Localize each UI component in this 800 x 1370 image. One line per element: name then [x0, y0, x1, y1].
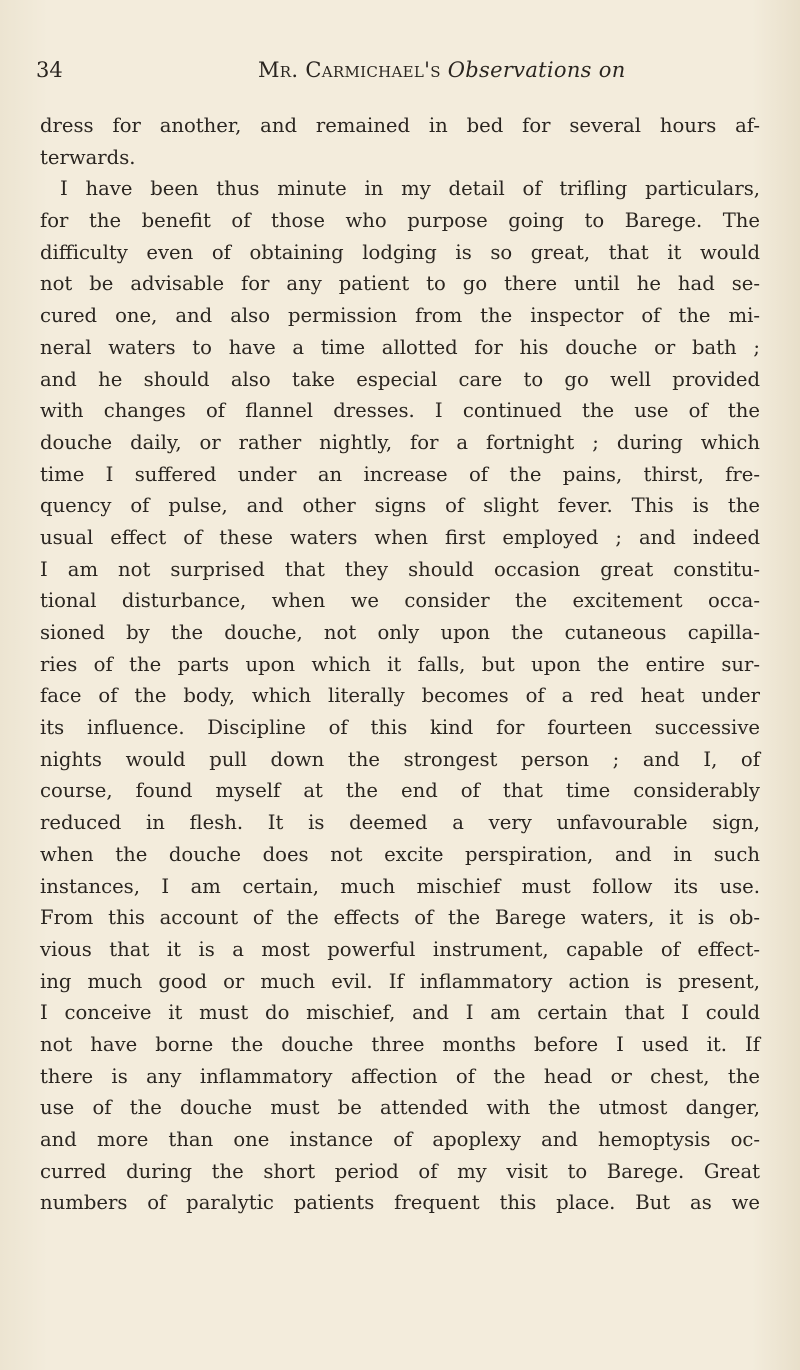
text-line: course, found myself at the end of that time considerably	[40, 779, 760, 803]
text-line: terwards.	[40, 145, 136, 169]
text-line: when the douche does not excite perspiration, and in such	[40, 842, 760, 866]
running-title-author: Mr. Carmichael's	[258, 58, 441, 82]
text-line: and he should also take especial care to go well provided	[40, 367, 760, 391]
text-line: for the benefit of those who purpose going to Barege. The	[40, 209, 760, 233]
running-title	[258, 58, 626, 82]
text-line: vious that it is a most powerful instrument, capable of effect-	[40, 937, 760, 961]
text-line: time I suffered under an increase of the pains, thirst, fre-	[40, 462, 760, 486]
text-line: face of the body, which literally becomes of a red heat under	[40, 684, 760, 708]
text-line: ing much good or much evil. If inflammatory action is present,	[40, 969, 760, 993]
text-line: nights would pull down the strongest person ; and I, of	[40, 747, 760, 771]
text-line: there is any inflammatory affection of the head or chest, the	[40, 1064, 760, 1088]
text-line: use of the douche must be attended with the utmost danger,	[40, 1096, 760, 1120]
text-line: neral waters to have a time allotted for his douche or bath ;	[40, 335, 760, 359]
text-line: usual effect of these waters when first employed ; and indeed	[40, 525, 760, 549]
text-line: I have been thus minute in my detail of trifling particulars,	[60, 177, 760, 201]
page-number: 34	[36, 58, 63, 82]
text-line: and more than one instance of apoplexy and hemoptysis oc-	[40, 1128, 760, 1151]
text-line: ries of the parts upon which it falls, but upon the entire sur-	[40, 652, 760, 676]
text-line: I am not surprised that they should occasion great constitu-	[40, 557, 760, 581]
body-text	[40, 110, 760, 1219]
text-line: its influence. Discipline of this kind for fourteen successive	[40, 716, 760, 740]
text-line: quency of pulse, and other signs of slight fever. This is the	[40, 494, 760, 518]
text-line: difficulty even of obtaining lodging is so great, that it would	[40, 240, 760, 264]
text-line: dress for another, and remained in bed for several hours af-	[40, 114, 760, 137]
text-line: reduced in flesh. It is deemed a very unfavourable sign,	[40, 811, 760, 835]
text-line: douche daily, or rather nightly, for a fortnight ; during which	[40, 430, 760, 454]
text-line: From this account of the effects of the Barege waters, it is ob-	[40, 906, 760, 930]
running-title-work: Observations	[447, 58, 592, 82]
text-line: I conceive it must do mischief, and I am certain that I could	[40, 1001, 760, 1025]
text-line: not be advisable for any patient to go there until he had se-	[40, 272, 760, 296]
text-line: curred during the short period of my visit to Barege. Great	[40, 1159, 760, 1183]
text-line: cured one, and also permission from the inspector of the mi-	[40, 304, 760, 328]
running-title-preposition: on	[598, 58, 626, 82]
text-line: with changes of flannel dresses. I continued the use of the	[40, 399, 760, 423]
text-line: not have borne the douche three months before I used it. If	[40, 1032, 760, 1056]
text-line: instances, I am certain, much mischief must follow its use.	[40, 874, 760, 898]
text-line: numbers of paralytic patients frequent this place. But as we	[40, 1191, 760, 1215]
page-header	[36, 58, 736, 98]
text-line: tional disturbance, when we consider the excitement occa-	[40, 589, 760, 613]
text-line: sioned by the douche, not only upon the cutaneous capilla-	[40, 621, 760, 644]
